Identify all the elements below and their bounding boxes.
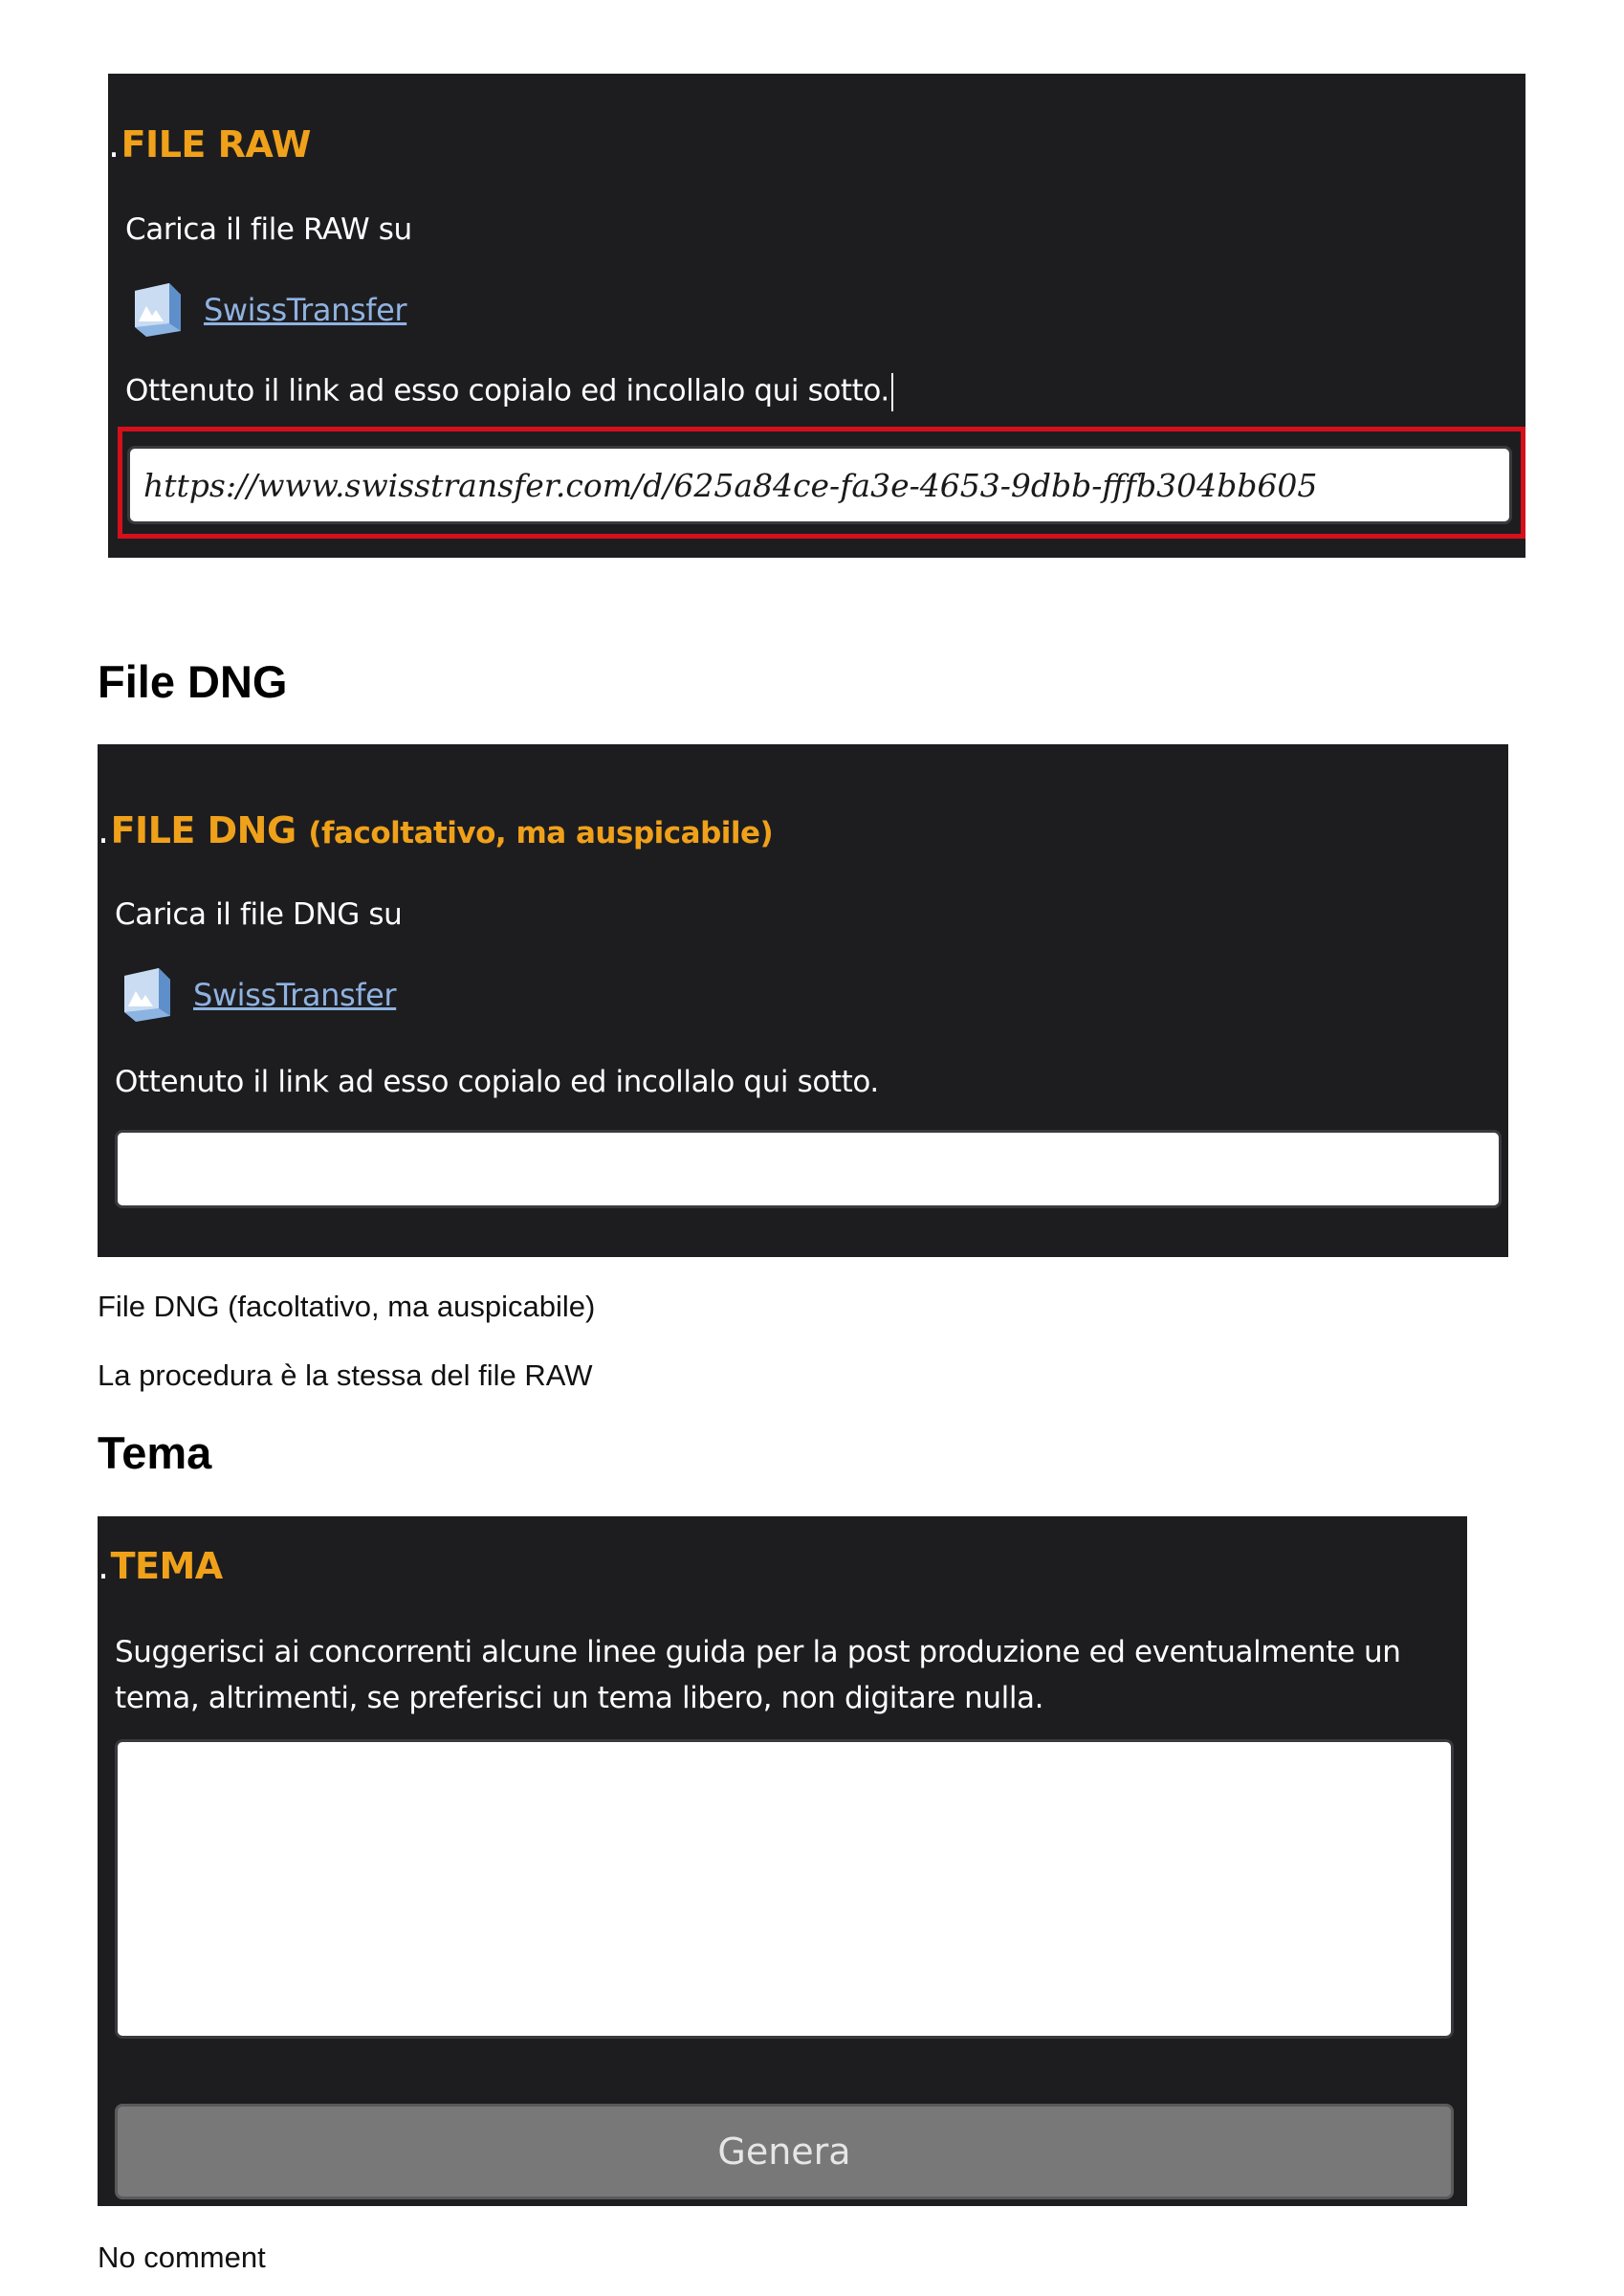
heading-prefix: . — [98, 809, 109, 851]
dng-upload-panel — [98, 744, 1508, 1257]
raw-link-highlight-box — [118, 427, 1525, 539]
dng-procedure-note: La procedura è la stessa del file RAW — [98, 1358, 593, 1392]
text-caret — [891, 373, 893, 411]
raw-swisstransfer-row — [125, 279, 406, 341]
raw-instruction-text: Ottenuto il link ad esso copialo ed incollalo qui sotto. — [125, 373, 889, 408]
dng-swisstransfer-row — [115, 964, 396, 1026]
dng-instruction: Ottenuto il link ad esso copialo ed incollalo qui sotto. — [115, 1065, 879, 1099]
tema-panel — [98, 1516, 1467, 2206]
tema-heading-label: TEMA — [110, 1545, 223, 1587]
genera-button[interactable]: Genera — [115, 2104, 1454, 2199]
heading-prefix: . — [108, 123, 120, 166]
dng-heading-optional: (facoltativo, ma auspicabile) — [308, 816, 774, 850]
raw-instruction — [125, 373, 893, 411]
raw-heading-label: FILE RAW — [121, 123, 311, 166]
tema-section-heading: Tema — [98, 1427, 212, 1478]
dng-swisstransfer-link[interactable]: SwissTransfer — [193, 977, 397, 1013]
tema-instruction: Suggerisci ai concorrenti alcune linee guida per la post produzione ed eventualmente un tema, altrimenti, se preferisci un tema libero, non digitare nulla. — [115, 1635, 1401, 1715]
dng-link-input[interactable] — [115, 1130, 1502, 1208]
tema-panel-heading — [98, 1545, 223, 1587]
dng-caption: File DNG (facoltativo, ma auspicabile) — [98, 1290, 596, 1323]
dng-section-heading: File DNG — [98, 656, 288, 707]
swisstransfer-logo-icon — [125, 279, 187, 341]
swisstransfer-logo-icon — [115, 964, 176, 1026]
dng-upload-text: Carica il file DNG su — [115, 897, 403, 932]
raw-upload-text: Carica il file RAW su — [125, 212, 412, 247]
raw-panel-heading — [108, 123, 311, 166]
dng-heading-label: FILE DNG — [110, 809, 296, 851]
closing-note: No comment — [98, 2241, 266, 2274]
heading-prefix: . — [98, 1545, 109, 1587]
raw-swisstransfer-link[interactable]: SwissTransfer — [204, 292, 407, 328]
tema-textarea[interactable] — [115, 1739, 1454, 2039]
dng-panel-heading — [98, 809, 773, 851]
